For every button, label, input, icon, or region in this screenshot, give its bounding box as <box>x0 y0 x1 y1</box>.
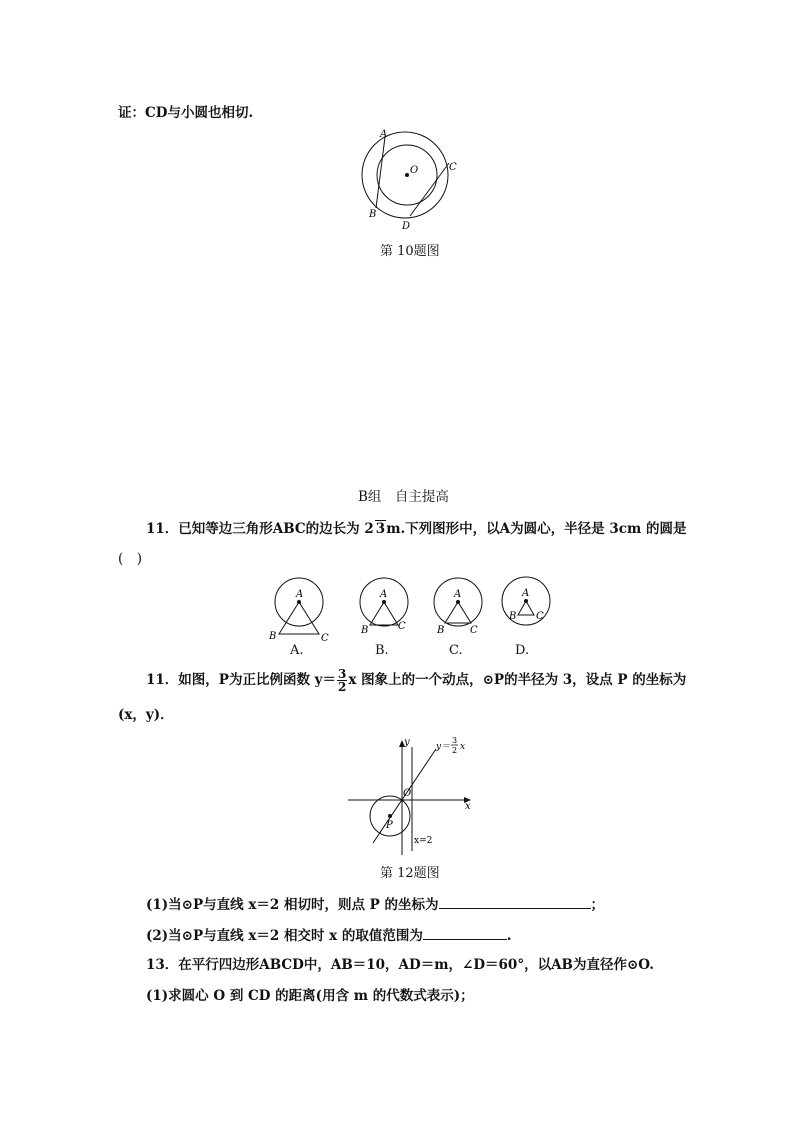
graph-label-y: y <box>404 737 410 748</box>
q10-figure <box>355 125 465 235</box>
q11b-part2 <box>146 925 512 945</box>
q10-caption: 第 10题图 <box>380 244 440 259</box>
q11a-a-label-c: C <box>321 633 329 644</box>
q13-number: 13． <box>146 957 179 973</box>
section-title: B组 自主提高 <box>358 489 449 505</box>
q10-label-o: O <box>410 165 419 176</box>
q11a-number: 11． <box>146 521 179 537</box>
q11a-d-label-a: A <box>522 588 530 599</box>
graph-label-x2: x=2 <box>414 836 433 846</box>
q11b-part2-text: (2)当⊙P与直线 x＝2 相交时 x 的取值范围为 <box>146 928 423 944</box>
q11a-b-label-b: B <box>361 625 369 636</box>
q10-label-d: D <box>402 221 411 232</box>
q11b-part1-end: ； <box>590 897 605 913</box>
graph-label-p: P <box>386 820 393 831</box>
q10-tail-text: 证：CD与小圆也相切. <box>118 105 254 121</box>
q11a-a-label-a: A <box>296 589 304 600</box>
q11b-part1 <box>146 894 604 914</box>
q13-stem <box>146 956 654 974</box>
q10-center-point <box>405 173 409 177</box>
q11a-answer-bracket: ( ) <box>118 551 143 567</box>
q11a-text-before: 已知等边三角形ABC的边长为 2 <box>178 521 374 537</box>
q11a-a-label-b: B <box>269 631 277 642</box>
q11a-c-label-a: A <box>454 589 462 600</box>
q11a-stem <box>146 520 686 538</box>
q11b-part1-blank[interactable] <box>439 894 591 909</box>
q11b-number: 11． <box>146 672 179 688</box>
q11a-option-a-label: A. <box>290 643 304 658</box>
q11b-stem <box>146 668 686 693</box>
q11a-option-c-label: C. <box>449 643 463 658</box>
graph-label-o: O <box>403 788 412 799</box>
q11a-option-d-figure <box>502 577 550 625</box>
graph-label-line-prefix: y＝ <box>436 742 451 752</box>
graph-label-line-suffix: x <box>460 742 466 752</box>
q11a-option-d-label: D. <box>515 643 530 658</box>
q11a-c-label-b: B <box>437 625 445 636</box>
q11a-d-label-c: C <box>536 611 544 622</box>
q13-part1: (1)求圆心 O 到 CD 的距离(用含 m 的代数式表示)； <box>146 988 474 1004</box>
q10-label-c: C <box>449 162 457 173</box>
q11a-option-c-figure <box>434 578 482 636</box>
q10-label-a: A <box>380 129 388 140</box>
q11a-sqrt <box>375 520 386 537</box>
q11a-d-label-b: B <box>509 611 517 622</box>
q11a-text-after: m.下列图形中，以A为圆心，半径是 3cm 的圆是 <box>386 521 687 537</box>
q11b-part1-text: (1)当⊙P与直线 x＝2 相切时，则点 P 的坐标为 <box>146 897 439 913</box>
q11a-sqrt-arg: 3 <box>375 521 386 537</box>
q11b-frac-num: 3 <box>338 667 347 681</box>
q11a-option-a-figure <box>268 578 329 644</box>
q10-label-b: B <box>369 209 377 220</box>
q11a-b-label-a: A <box>380 589 388 600</box>
q12-graph <box>345 733 480 858</box>
q11a-b-label-c: C <box>398 621 406 632</box>
q11a-c-label-c: C <box>470 625 478 636</box>
q11b-part2-blank[interactable] <box>423 925 507 940</box>
q11b-part2-end: . <box>506 928 512 944</box>
graph-label-x: x <box>465 801 471 812</box>
q11b-frac-den: 2 <box>338 680 347 694</box>
graph-point-p <box>388 814 392 818</box>
q11a-option-b-figure <box>360 578 408 636</box>
q12-caption: 第 12题图 <box>380 866 440 881</box>
graph-label-line-den: 2 <box>452 746 458 755</box>
q11b-fraction <box>337 668 347 693</box>
q11b-text-before: 如图，P为正比例函数 y＝ <box>178 672 336 688</box>
q11b-text-after: x 图象上的一个动点，⊙P的半径为 3，设点 P 的坐标为 <box>348 672 687 688</box>
q13-text: 在平行四边形ABCD中，AB＝10，AD＝m，∠D＝60°，以AB为直径作⊙O. <box>178 957 654 973</box>
q11a-option-b-label: B. <box>375 643 389 658</box>
graph-label-line-num: 3 <box>452 736 458 745</box>
q11b-line2: (x，y)． <box>118 707 174 723</box>
